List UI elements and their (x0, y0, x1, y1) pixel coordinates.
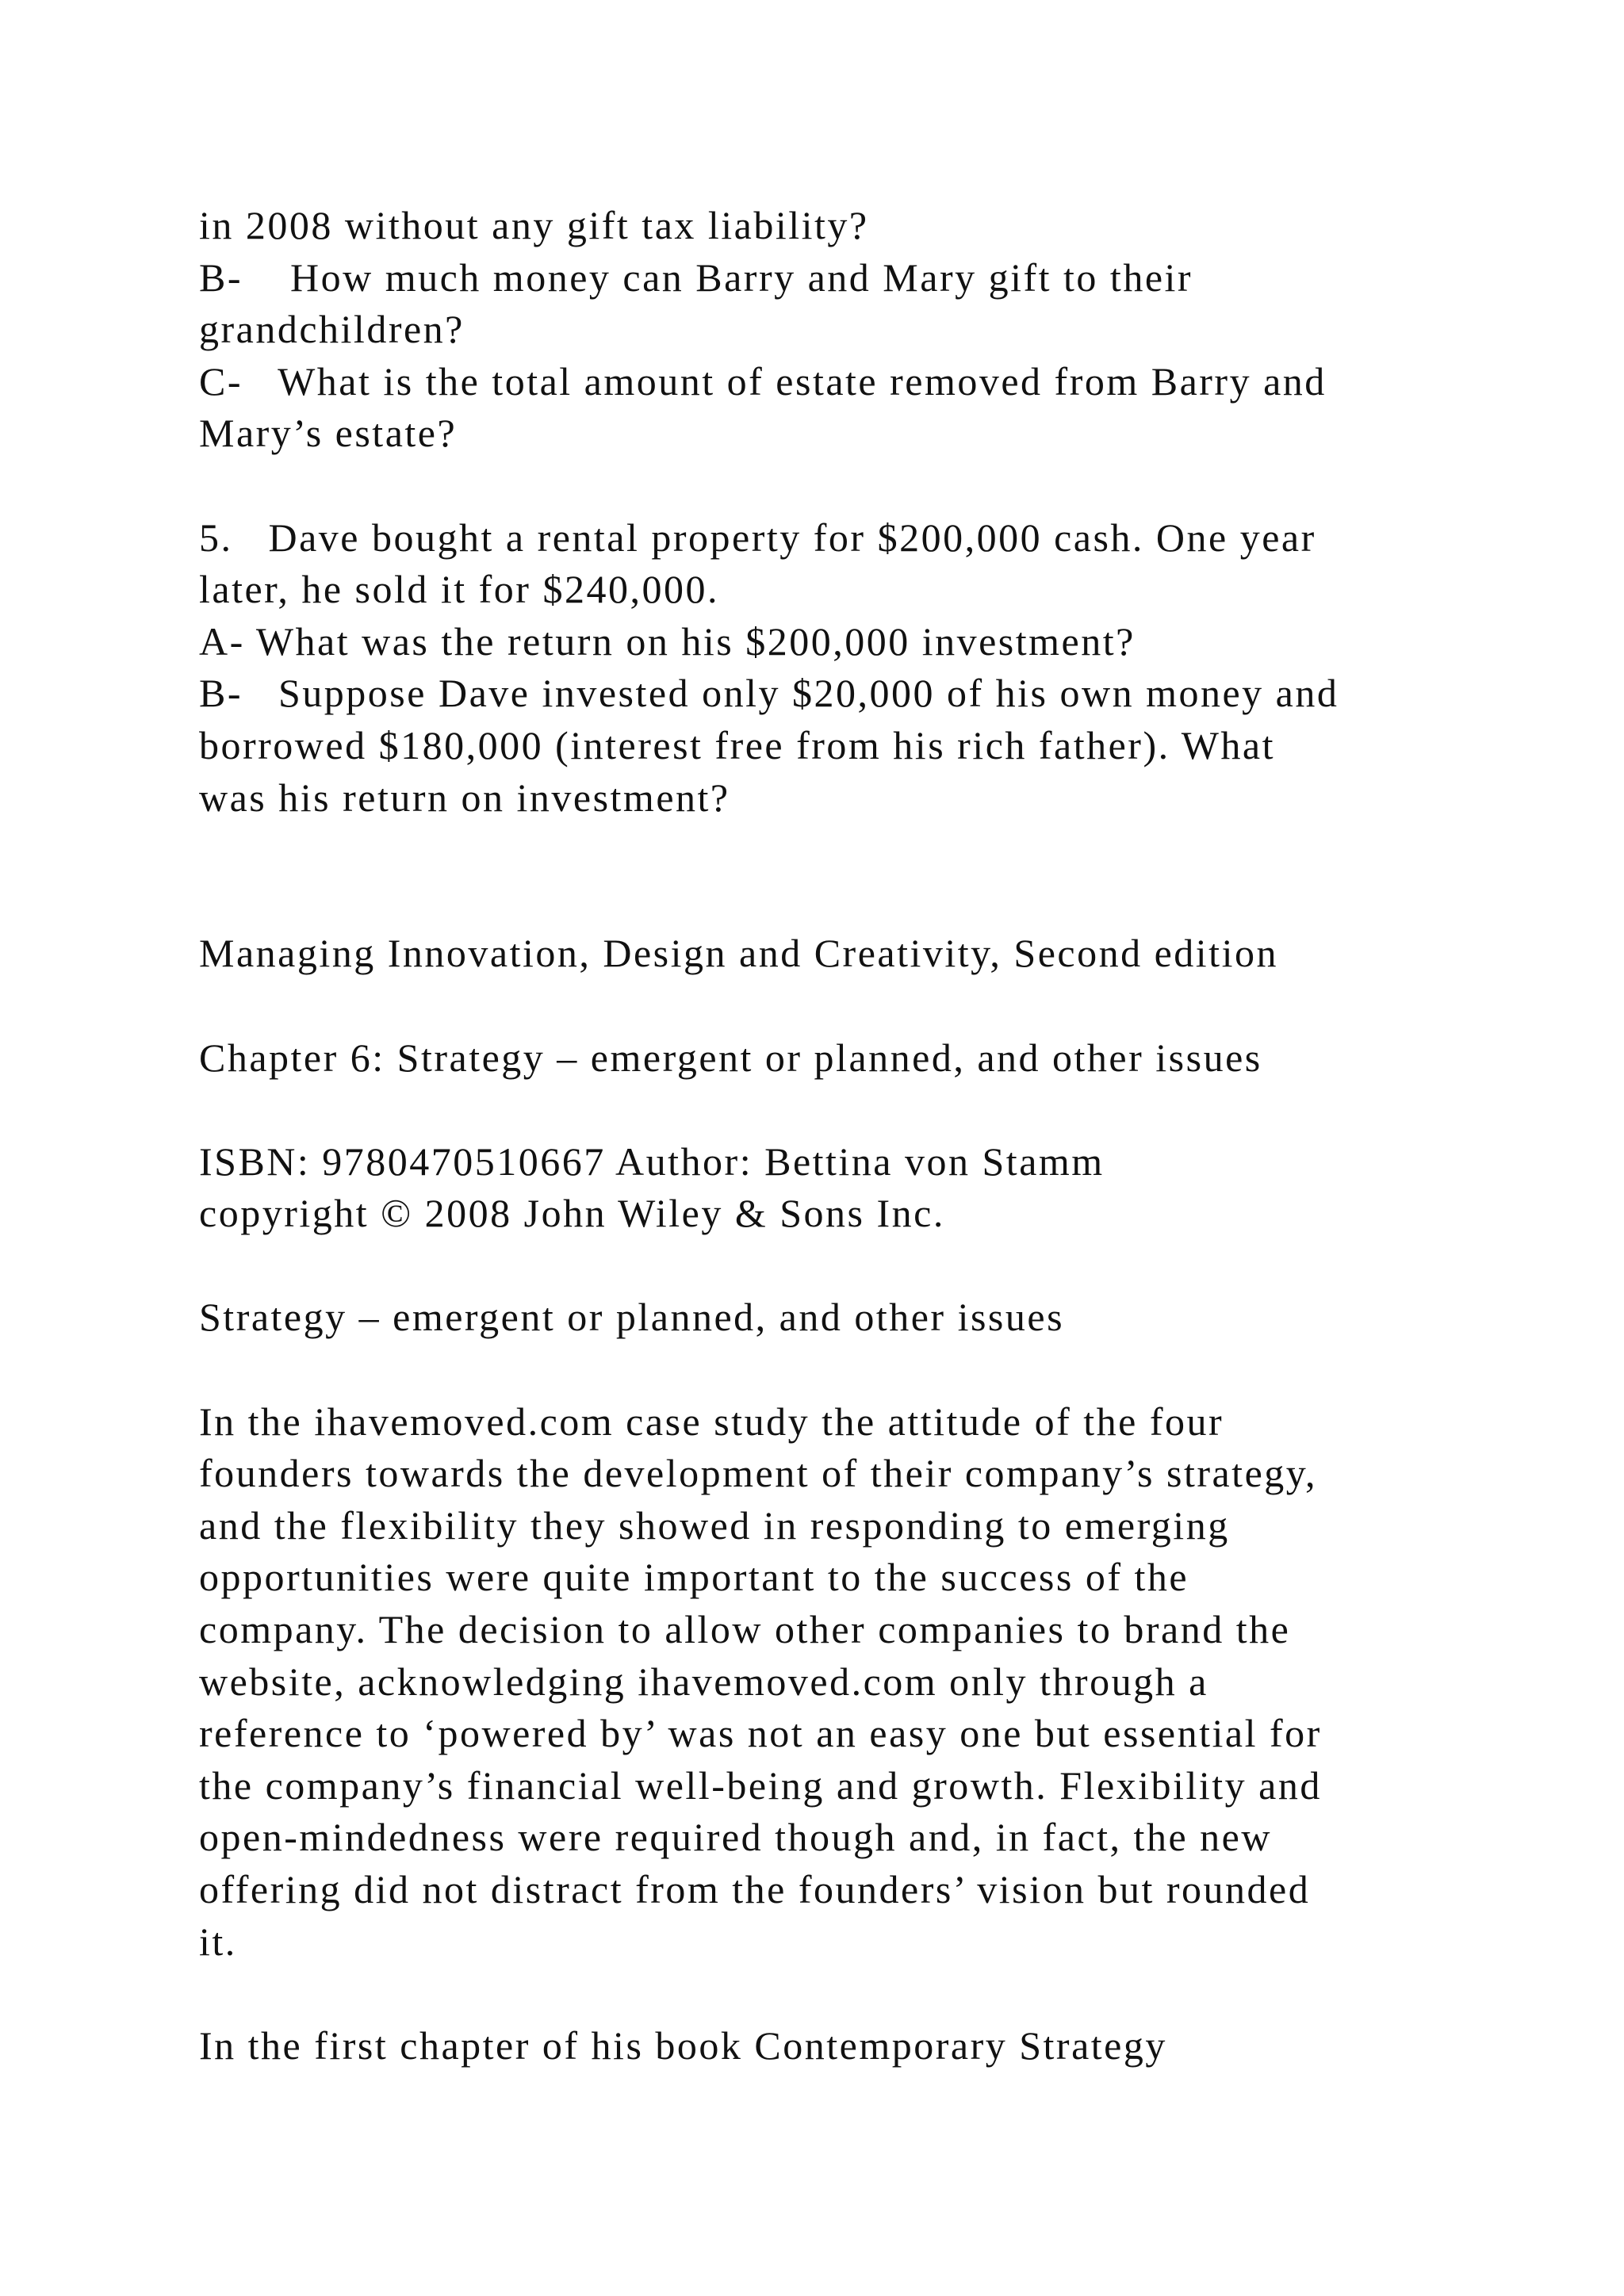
question-4c-line-2: Mary’s estate? (199, 411, 458, 456)
paragraph-1-line: opportunities were quite important to the success of the (199, 1555, 1189, 1600)
section-heading: Strategy – emergent or planned, and other issues (199, 1295, 1065, 1340)
question-5b-line-3: was his return on investment? (199, 775, 730, 820)
question-4-continuation: in 2008 without any gift tax liability? (199, 203, 869, 247)
book-title: Managing Innovation, Design and Creativity, Second edition (199, 931, 1278, 976)
paragraph-1-line: website, acknowledging ihavemoved.com only through a (199, 1659, 1208, 1704)
paragraph-1-line: it. (199, 1919, 237, 1964)
spacer (199, 1968, 1436, 2020)
question-5-line-2: later, he sold it for $240,000. (199, 567, 719, 612)
copyright-notice: copyright © 2008 John Wiley & Sons Inc. (199, 1191, 945, 1236)
document-body (199, 200, 1436, 2072)
paragraph-1-line: company. The decision to allow other companies to brand the (199, 1607, 1291, 1652)
spacer (199, 1240, 1436, 1292)
question-5a-line-1: A- What was the return on his $200,000 investment? (199, 618, 1136, 664)
spacer (199, 1344, 1436, 1396)
paragraph-1-line: reference to ‘powered by’ was not an easy one but essential for (199, 1711, 1322, 1756)
question-4b-line-1: B- How much money can Barry and Mary gift to their (199, 254, 1193, 300)
paragraph-1-line: founders towards the development of their company’s strategy, (199, 1451, 1318, 1496)
paragraph-1-line: the company’s financial well-being and growth. Flexibility and (199, 1762, 1322, 1808)
spacer (199, 824, 1436, 928)
paragraph-1-line: offering did not distract from the founders’ vision but rounded (199, 1867, 1311, 1911)
question-4b-line-2: grandchildren? (199, 307, 465, 352)
isbn-author: ISBN: 9780470510667 Author: Bettina von Stamm (199, 1138, 1105, 1184)
question-5-line-1: 5. Dave bought a rental property for $200,000 cash. One year (199, 515, 1316, 560)
spacer (199, 980, 1436, 1032)
paragraph-2-line: In the first chapter of his book Contemporary Strategy (199, 2022, 1167, 2068)
paragraph-1-line: open-mindedness were required though and, in fact, the new (199, 1815, 1272, 1860)
question-4c-line-1: C- What is the total amount of estate removed from Barry and (199, 358, 1327, 404)
paragraph-1-line: and the flexibility they showed in responding to emerging (199, 1502, 1230, 1548)
spacer (199, 460, 1436, 512)
spacer (199, 1084, 1436, 1136)
paragraph-1-line: In the ihavemoved.com case study the attitude of the four (199, 1399, 1224, 1444)
question-5b-line-1: B- Suppose Dave invested only $20,000 of his own money and (199, 671, 1339, 716)
chapter-title: Chapter 6: Strategy – emergent or planned, and other issues (199, 1035, 1262, 1080)
question-5b-line-2: borrowed $180,000 (interest free from his rich father). What (199, 722, 1275, 767)
